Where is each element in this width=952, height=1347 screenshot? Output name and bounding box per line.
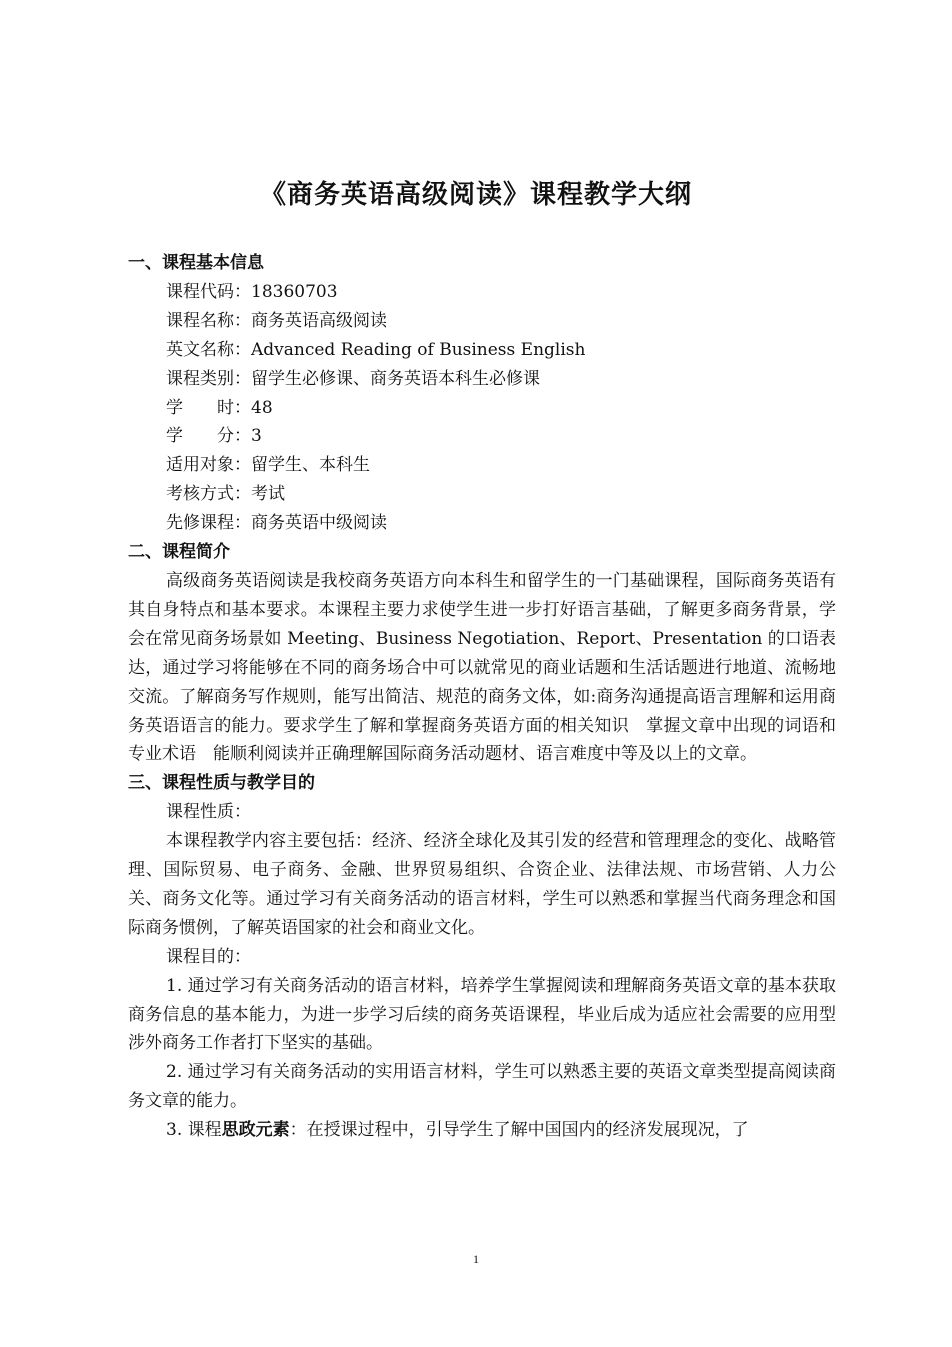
audience-line: 适用对象：留学生、本科生 <box>166 455 370 476</box>
course-name-line: 课程名称：商务英语高级阅读 <box>166 310 387 331</box>
course-nature-paragraph: 本课程教学内容主要包括：经济、经济全球化及其引发的经营和管理理念的变化、战略管理、国际贸易、电子商务、金融、世界贸易组织、合资企业、法律法规、市场营销、人力公关、商务文化等。通过学习有关商务活动的语言材料，学生可以熟悉和掌握当代商务理念和国际商务惯例，了解英语国家的社会和商业文化。 <box>128 831 836 938</box>
hours-line: 学 时：48 <box>166 397 273 418</box>
page-number: 1 <box>473 1252 479 1266</box>
course-goal-item-3 <box>128 1116 836 1145</box>
goal3-text: ：在授课过程中，引导学生了解中国国内的经济发展现况，了 <box>289 1120 749 1141</box>
credits-line: 学 分：3 <box>166 426 262 447</box>
section-heading-introduction: 二、课程简介 <box>128 542 230 563</box>
course-goal-item-2: 2. 通过学习有关商务活动的实用语言材料，学生可以熟悉主要的英语文章类型提高阅读商务文章的能力。 <box>128 1062 836 1112</box>
course-code-line: 课程代码：18360703 <box>166 281 338 302</box>
course-nature-label: 课程性质： <box>166 802 251 823</box>
document-title: 《商务英语高级阅读》课程教学大纲 <box>259 180 692 210</box>
course-type-line: 课程类别：留学生必修课、商务英语本科生必修课 <box>166 368 540 389</box>
section-heading-basic-info: 一、课程基本信息 <box>128 253 264 273</box>
document-body <box>128 249 836 1145</box>
assessment-line: 考核方式：考试 <box>166 484 285 505</box>
course-goal-label: 课程目的： <box>166 946 251 967</box>
introduction-paragraph: 高级商务英语阅读是我校商务英语方向本科生和留学生的一门基础课程，国际商务英语有其自身特点和基本要求。本课程主要力求使学生进一步打好语言基础，了解更多商务背景，学会在常见商务场景如 Meeting、Business Negotiation、Report、Presentation 的口语表达，通过学习将能够在不同的商务场合中可以就常见的商业话题和生活话题进行地道、流畅地交流。了解商务写作规则，能写出简洁、规范的商务文体，如:商务沟通提高语言理解和运用商务英语语言的能力。要求学生了解和掌握商务英语方面的相关知识 掌握文章中出现的词语和专业术语 能顺利阅读并正确理解国际商务活动题材、语言难度中等及以上的文章。 <box>128 570 836 765</box>
english-name-line: 英文名称：Advanced Reading of Business English <box>166 339 586 360</box>
goal3-prefix: 3. 课程 <box>166 1120 222 1141</box>
course-goal-item-1: 1. 通过学习有关商务活动的语言材料，培养学生掌握阅读和理解商务英语文章的基本获取商务信息的基本能力，为进一步学习后续的商务英语课程，毕业后成为适应社会需要的应用型涉外商务工作者打下坚实的基础。 <box>128 975 836 1054</box>
prerequisite-line: 先修课程：商务英语中级阅读 <box>166 513 387 534</box>
section-heading-nature-goals: 三、课程性质与教学目的 <box>128 773 315 794</box>
ideology-element-term: 思政元素 <box>221 1120 290 1141</box>
